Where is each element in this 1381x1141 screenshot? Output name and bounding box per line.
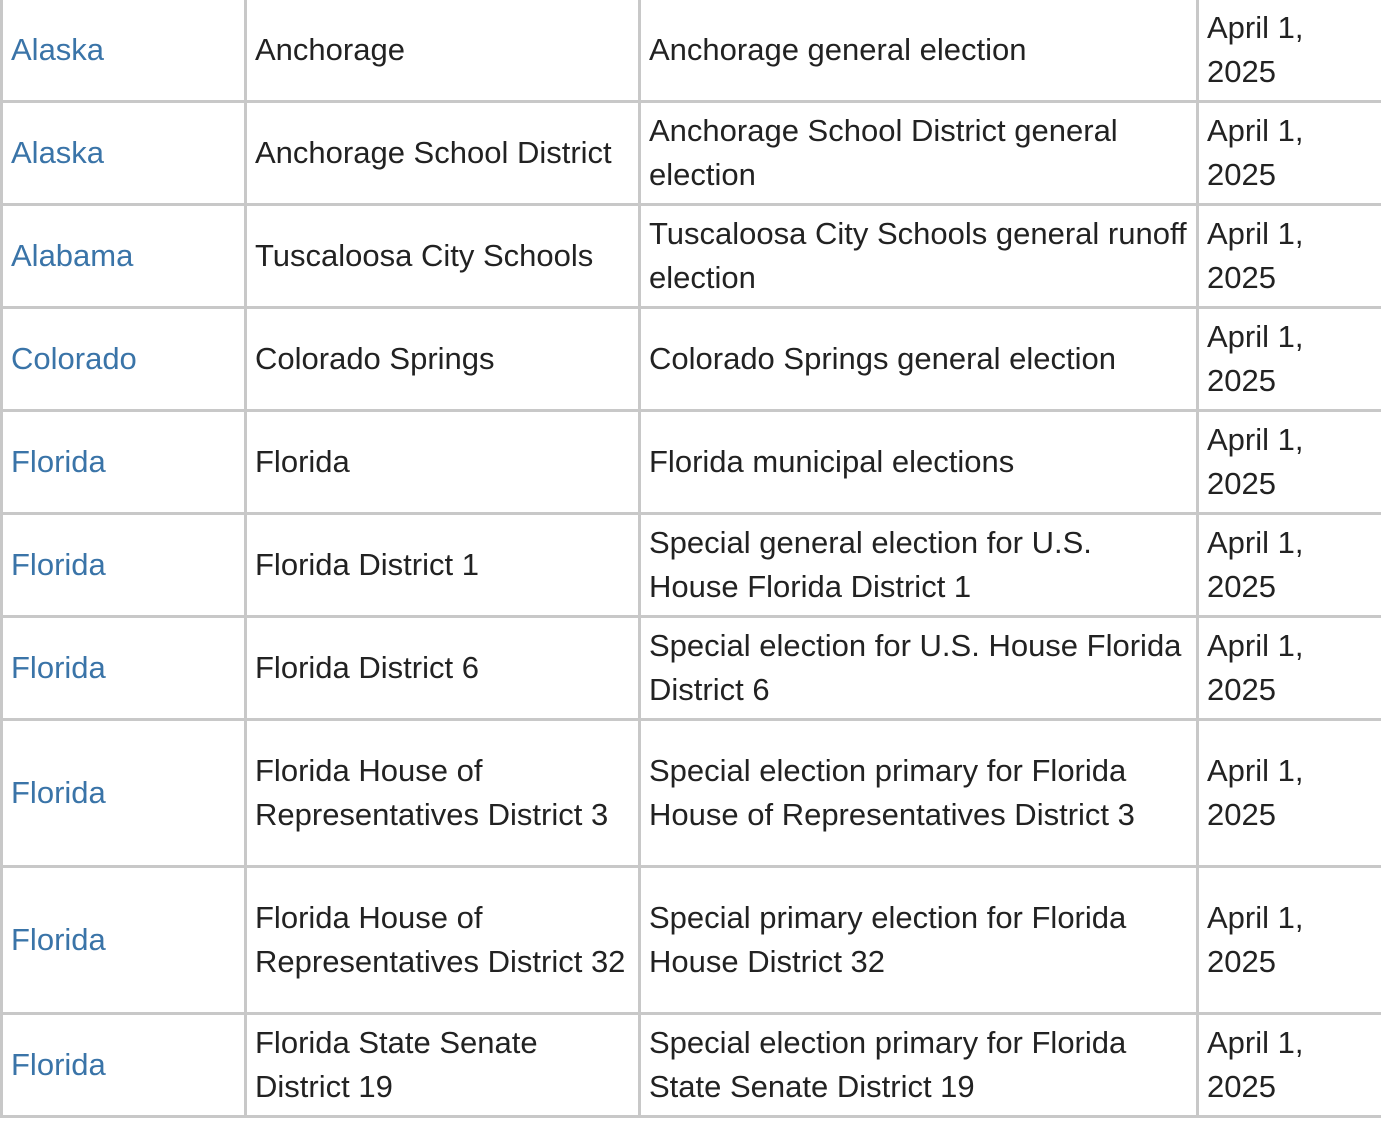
- state-link[interactable]: Florida: [11, 775, 106, 810]
- election-cell: Anchorage general election: [640, 0, 1198, 102]
- state-cell: [2, 867, 246, 1014]
- state-link[interactable]: Alaska: [11, 32, 105, 67]
- jurisdiction-cell: Florida House of Representatives District 3: [246, 720, 640, 867]
- jurisdiction-cell: Florida: [246, 411, 640, 514]
- election-cell: Anchorage School District general election: [640, 102, 1198, 205]
- table-row: [2, 0, 1381, 102]
- state-cell: [2, 308, 246, 411]
- state-link[interactable]: Colorado: [11, 341, 137, 376]
- state-link[interactable]: Florida: [11, 922, 106, 957]
- election-cell: Florida municipal elections: [640, 411, 1198, 514]
- date-cell: April 1, 2025: [1198, 0, 1381, 102]
- table-row: [2, 514, 1381, 617]
- state-link[interactable]: Florida: [11, 444, 106, 479]
- jurisdiction-cell: Colorado Springs: [246, 308, 640, 411]
- state-link[interactable]: Florida: [11, 650, 106, 685]
- date-cell: April 1, 2025: [1198, 411, 1381, 514]
- election-cell: Tuscaloosa City Schools general runoff election: [640, 205, 1198, 308]
- election-cell: Colorado Springs general election: [640, 308, 1198, 411]
- state-cell: [2, 514, 246, 617]
- state-link[interactable]: Florida: [11, 1047, 106, 1082]
- table-row: [2, 867, 1381, 1014]
- date-cell: April 1, 2025: [1198, 308, 1381, 411]
- table-row: [2, 1014, 1381, 1117]
- state-cell: [2, 1014, 246, 1117]
- jurisdiction-cell: Anchorage School District: [246, 102, 640, 205]
- date-cell: April 1, 2025: [1198, 720, 1381, 867]
- state-cell: [2, 411, 246, 514]
- state-cell: [2, 102, 246, 205]
- jurisdiction-cell: Florida House of Representatives District 32: [246, 867, 640, 1014]
- jurisdiction-cell: Florida District 1: [246, 514, 640, 617]
- jurisdiction-cell: Tuscaloosa City Schools: [246, 205, 640, 308]
- date-cell: April 1, 2025: [1198, 1014, 1381, 1117]
- election-cell: Special general election for U.S. House Florida District 1: [640, 514, 1198, 617]
- jurisdiction-cell: Florida State Senate District 19: [246, 1014, 640, 1117]
- state-cell: [2, 205, 246, 308]
- state-cell: [2, 720, 246, 867]
- table-row: [2, 411, 1381, 514]
- election-cell: Special election primary for Florida House of Representatives District 3: [640, 720, 1198, 867]
- state-cell: [2, 617, 246, 720]
- jurisdiction-cell: Anchorage: [246, 0, 640, 102]
- table-row: [2, 617, 1381, 720]
- date-cell: April 1, 2025: [1198, 514, 1381, 617]
- election-cell: Special election for U.S. House Florida District 6: [640, 617, 1198, 720]
- table-row: [2, 720, 1381, 867]
- date-cell: April 1, 2025: [1198, 617, 1381, 720]
- state-link[interactable]: Florida: [11, 547, 106, 582]
- state-link[interactable]: Alaska: [11, 135, 105, 170]
- date-cell: April 1, 2025: [1198, 867, 1381, 1014]
- election-cell: Special election primary for Florida State Senate District 19: [640, 1014, 1198, 1117]
- date-cell: April 1, 2025: [1198, 102, 1381, 205]
- table-row: [2, 308, 1381, 411]
- state-cell: [2, 0, 246, 102]
- table-row: [2, 205, 1381, 308]
- date-cell: April 1, 2025: [1198, 205, 1381, 308]
- state-link[interactable]: Alabama: [11, 238, 134, 273]
- jurisdiction-cell: Florida District 6: [246, 617, 640, 720]
- election-cell: Special primary election for Florida House District 32: [640, 867, 1198, 1014]
- table-row: [2, 102, 1381, 205]
